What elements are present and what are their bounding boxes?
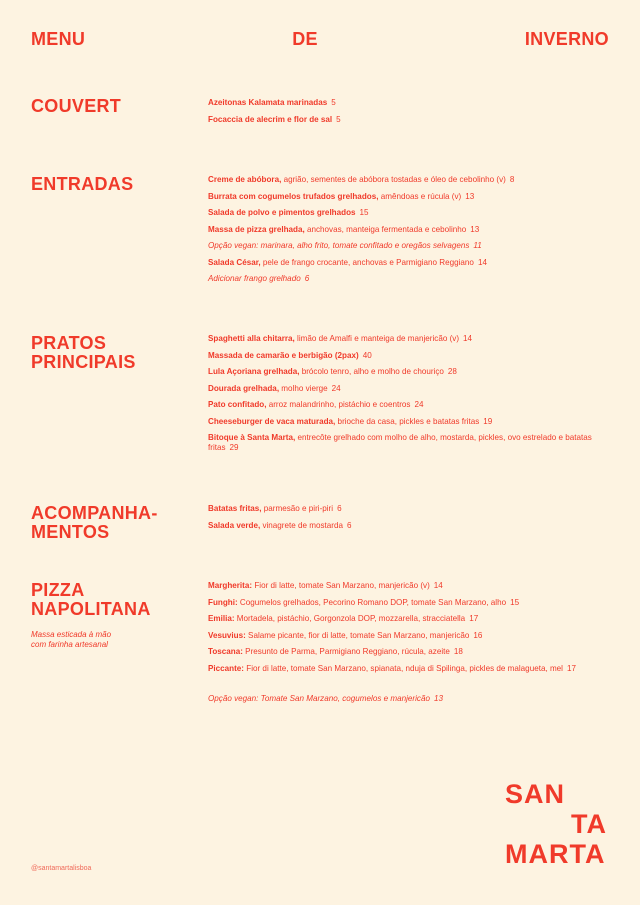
- section-note: Massa esticada à mão com farinha artesanal: [31, 630, 112, 649]
- item-list: [208, 175, 609, 291]
- menu-item: Pato confitado, arroz malandrinho, pistáchio e coentros 24: [208, 400, 424, 409]
- menu-item: Funghi: Cogumelos grelhados, Pecorino Romano DOP, tomate San Marzano, alho 15: [208, 597, 520, 607]
- menu-item: Burrata com cogumelos trufados grelhados, amêndoas e rúcula (v) 13: [208, 191, 475, 201]
- menu-item: Spaghetti alla chitarra, limão de Amalfi e manteiga de manjericão (v) 14: [208, 334, 473, 343]
- menu-item: Salada verde, vinagrete de mostarda 6: [208, 520, 352, 530]
- menu-item-option: Opção vegan: marinara, alho frito, tomate confitado e oregãos selvagens 11: [208, 241, 482, 250]
- santa-marta-logo: SAN TA MARTA: [505, 779, 607, 869]
- menu-item: Massa de pizza grelhada, anchovas, manteiga fermentada e cebolinho 13: [208, 224, 480, 234]
- item-list: [208, 504, 609, 537]
- menu-item: Creme de abóbora, agrião, sementes de abóbora tostadas e óleo de cebolinho (v) 8: [208, 175, 515, 184]
- section-title: PRATOS PRINCIPAIS: [31, 333, 136, 372]
- section-title: ENTRADAS: [31, 174, 134, 194]
- social-handle: @santamartalisboa: [31, 865, 92, 872]
- header-de: DE: [292, 28, 318, 49]
- menu-item-option: Opção vegan: Tomate San Marzano, cogumelos e manjericão 13: [208, 693, 443, 703]
- menu-item: Emilia: Mortadela, pistáchio, Gorgonzola DOP, mozzarella, stracciatella 17: [208, 614, 479, 623]
- item-list: [208, 98, 609, 131]
- section-title: COUVERT: [31, 96, 122, 116]
- menu-item: Batatas fritas, parmesão e piri-piri 6: [208, 504, 342, 513]
- menu-item: Margherita: Fior di latte, tomate San Marzano, manjericão (v) 14: [208, 581, 443, 590]
- menu-item: Salada César, pele de frango crocante, anchovas e Parmigiano Reggiano 14: [208, 257, 487, 267]
- menu-item: Massada de camarão e berbigão (2pax) 40: [208, 350, 372, 360]
- menu-item: Focaccia de alecrim e flor de sal 5: [208, 114, 341, 124]
- item-list: [208, 334, 609, 460]
- header-inverno: INVERNO: [524, 28, 609, 49]
- menu-item: Azeitonas Kalamata marinadas 5: [208, 98, 336, 107]
- menu-item-option: Adicionar frango grelhado 6: [208, 274, 310, 283]
- menu-header: [31, 29, 609, 49]
- menu-item: Piccante: Fior di latte, tomate San Marzano, spianata, nduja di Spilinga, pickles de malagueta, mel 17: [208, 663, 576, 673]
- menu-item: Lula Açoriana grelhada, brócolo tenro, alho e molho de chouriço 28: [208, 367, 457, 376]
- menu-item: Vesuvius: Salame picante, fior di latte, tomate San Marzano, manjericão 16: [208, 630, 483, 640]
- menu-item: Salada de polvo e pimentos grelhados 15: [208, 208, 369, 217]
- item-list: [208, 581, 609, 710]
- menu-item: Cheeseburger de vaca maturada, brioche da casa, pickles e batatas fritas 19: [208, 416, 493, 426]
- menu-item: Toscana: Presunto de Parma, Parmigiano Reggiano, rúcula, azeite 18: [208, 647, 463, 656]
- menu-item: Dourada grelhada, molho vierge 24: [208, 383, 341, 393]
- menu-item: Bitoque à Santa Marta, entrecôte grelhado com molho de alho, mostarda, pickles, ovo estrelado e batatas fritas 29: [208, 433, 592, 452]
- header-menu: MENU: [31, 28, 86, 49]
- section-title: ACOMPANHA- MENTOS: [31, 503, 158, 542]
- section-title: PIZZA NAPOLITANA: [31, 580, 151, 619]
